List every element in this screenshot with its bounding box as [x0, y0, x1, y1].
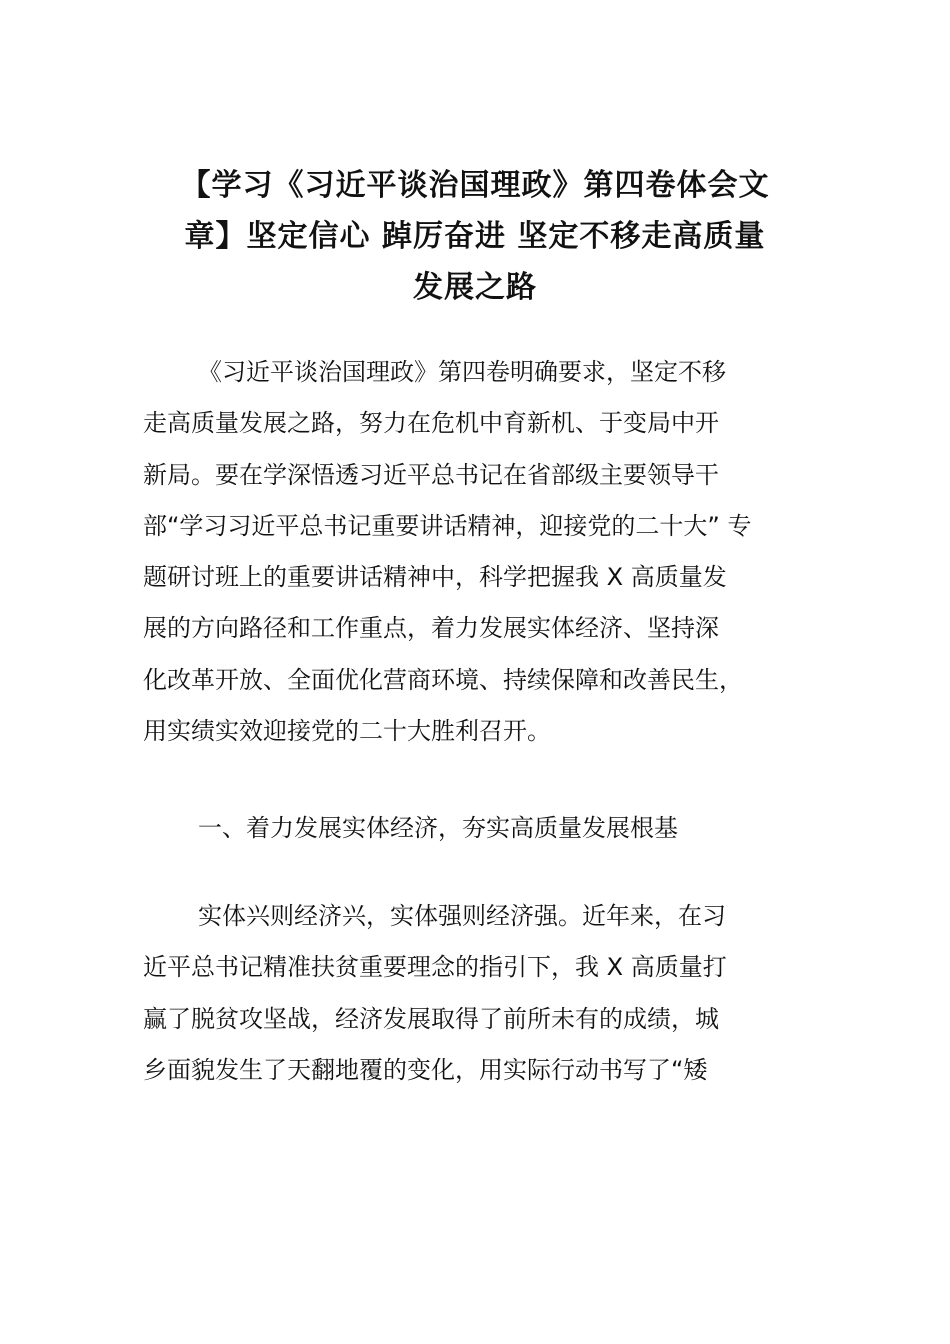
title-line: 发展之路: [413, 270, 537, 305]
paragraph-line: 展的方向路径和工作重点，着力发展实体经济、坚持深: [143, 614, 719, 643]
paragraph-line: 题研讨班上的重要讲话精神中，科学把握我 X 高质量发: [143, 563, 727, 592]
document-title: [140, 160, 810, 313]
paragraph-line: 部“学习习近平总书记重要讲话精神，迎接党的二十大” 专: [143, 511, 752, 540]
paragraph-line: 《习近平谈治国理政》第四卷明确要求，坚定不移: [198, 358, 726, 386]
intro-paragraph: [143, 347, 833, 757]
paragraph-line: 用实绩实效迎接党的二十大胜利召开。: [143, 717, 551, 746]
title-line: 章】坚定信心 踔厉奋进 坚定不移走高质量: [184, 219, 766, 254]
paragraph-line: 新局。要在学深悟透习近平总书记在省部级主要领导干: [143, 460, 719, 489]
paragraph-line: 近平总书记精准扶贫重要理念的指引下，我 X 高质量打: [143, 953, 727, 982]
paragraph-line: 乡面貌发生了天翻地覆的变化，用实际行动书写了“矮: [143, 1055, 708, 1084]
section-heading: 一、着力发展实体经济，夯实高质量发展根基: [198, 814, 678, 842]
paragraph-line: 实体兴则经济兴，实体强则经济强。近年来，在习: [198, 902, 726, 930]
paragraph-line: 化改革开放、全面优化营商环境、持续保障和改善民生，: [143, 665, 743, 694]
section-paragraph: [143, 891, 833, 1096]
title-line: 【学习《习近平谈治国理政》第四卷体会文: [180, 168, 770, 203]
paragraph-line: 赢了脱贫攻坚战，经济发展取得了前所未有的成绩，城: [143, 1004, 719, 1033]
paragraph-line: 走高质量发展之路，努力在危机中育新机、于变局中开: [143, 409, 719, 438]
